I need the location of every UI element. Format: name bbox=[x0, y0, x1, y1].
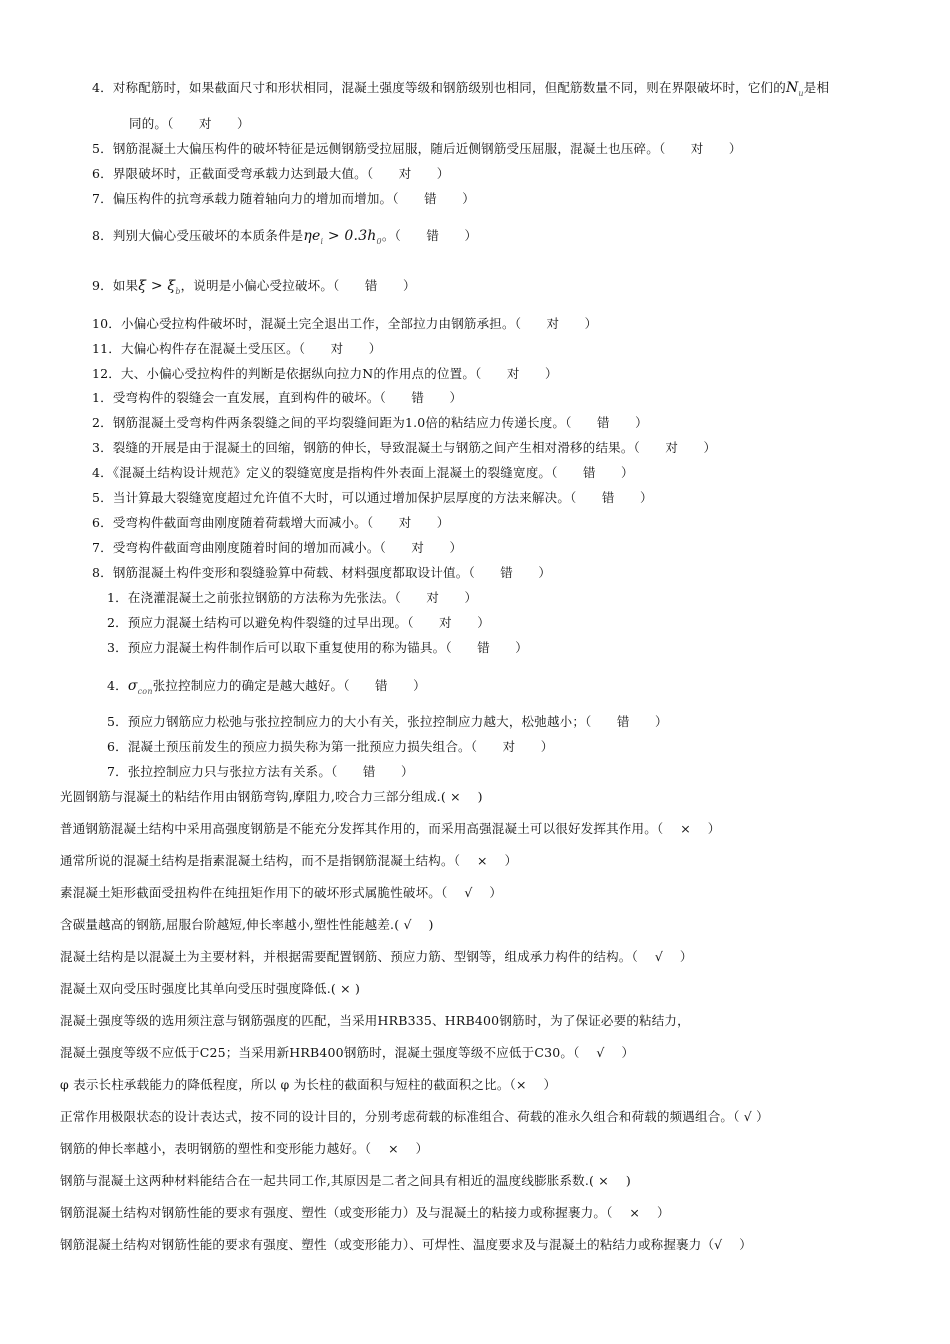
statement-line: 混凝土强度等级的选用须注意与钢筋强度的匹配，当采用HRB335、HRB400钢筋时，为了保证必要的粘结力， bbox=[60, 1013, 690, 1028]
statement-line: 2．预应力混凝土结构可以避免构件裂缝的过早出现。（ 对 ） bbox=[107, 615, 490, 630]
statement-line: 2．钢筋混凝土受弯构件两条裂缝之间的平均裂缝间距为1.0倍的粘结应力传递长度。（ 错 ） bbox=[92, 415, 648, 430]
statement-line: 混凝土强度等级不应低于C25；当采用新HRB400钢筋时，混凝土强度等级不应低于C30。（ √ ） bbox=[60, 1045, 635, 1060]
statement-line: 钢筋混凝土结构对钢筋性能的要求有强度、塑性（或变形能力）及与混凝土的粘接力或称握裹力。（ × ） bbox=[60, 1205, 670, 1220]
statement-line: 7．张拉控制应力只与张拉方法有关系。（ 错 ） bbox=[107, 764, 414, 779]
statement-line: 光圆钢筋与混凝土的粘结作用由钢筋弯钩,摩阻力,咬合力三部分组成.( × ) bbox=[60, 789, 483, 804]
statement-line: 8．钢筋混凝土构件变形和裂缝验算中荷载、材料强度都取设计值。（ 错 ） bbox=[92, 565, 552, 580]
statement-line: 正常作用极限状态的设计表达式，按不同的设计目的，分别考虑荷载的标准组合、荷载的准永久组合和荷载的频遇组合。（ √ ） bbox=[60, 1109, 769, 1124]
formula-sigma-con: $\sigma_{con}$ bbox=[127, 678, 153, 696]
statement-line: 12．大、小偏心受拉构件的判断是依据纵向拉力N的作用点的位置。（ 对 ） bbox=[92, 366, 558, 381]
statement-line: 普通钢筋混凝土结构中采用高强度钢筋是不能充分发挥其作用的，而采用高强混凝土可以很好发挥其作用。（ × ） bbox=[60, 821, 721, 836]
statement-line: 混凝土结构是以混凝土为主要材料，并根据需要配置钢筋、预应力筋、型钢等，组成承力构件的结构。（ √ ） bbox=[60, 949, 693, 964]
statement-line: 6．界限破坏时，正截面受弯承载力达到最大值。（ 对 ） bbox=[92, 166, 450, 181]
statement-line: 1．在浇灌混凝土之前张拉钢筋的方法称为先张法。（ 对 ） bbox=[107, 590, 478, 605]
statement-line: 4．$\sigma_{con}$张拉控制应力的确定是越大越好。（ 错 ） bbox=[107, 678, 426, 696]
statement-line: 6．受弯构件截面弯曲刚度随着荷载增大而减小。（ 对 ） bbox=[92, 515, 450, 530]
statement-line: φ 表示长柱承载能力的降低程度，所以 φ 为长柱的截面积与短柱的截面积之比。（× ） bbox=[60, 1077, 557, 1092]
statement-line: 含碳量越高的钢筋,屈服台阶越短,伸长率越小,塑性性能越差.( √ ) bbox=[60, 917, 434, 932]
statement-line: 4．《混凝土结构设计规范》定义的裂缝宽度是指构件外表面上混凝土的裂缝宽度。（ 错 ） bbox=[92, 465, 634, 480]
statement-line: 5．当计算最大裂缝宽度超过允许值不大时，可以通过增加保护层厚度的方法来解决。（ 错 ） bbox=[92, 490, 653, 505]
statement-line: 钢筋混凝土结构对钢筋性能的要求有强度、塑性（或变形能力）、可焊性、温度要求及与混凝土的粘结力或称握裹力（√ ） bbox=[60, 1237, 752, 1252]
statement-line: 钢筋的伸长率越小，表明钢筋的塑性和变形能力越好。（ × ） bbox=[60, 1141, 429, 1156]
statement-line: 通常所说的混凝土结构是指素混凝土结构，而不是指钢筋混凝土结构。（ × ） bbox=[60, 853, 518, 868]
statement-line: 10．小偏心受拉构件破坏时，混凝土完全退出工作，全部拉力由钢筋承担。（ 对 ） bbox=[92, 316, 598, 331]
statement-line: 7．偏压构件的抗弯承载力随着轴向力的增加而增加。（ 错 ） bbox=[92, 191, 475, 206]
statement-line: 3．裂缝的开展是由于混凝土的回缩，钢筋的伸长，导致混凝土与钢筋之间产生相对滑移的结果。（ 对 ） bbox=[92, 440, 717, 455]
statement-line: 3．预应力混凝土构件制作后可以取下重复使用的称为锚具。（ 错 ） bbox=[107, 640, 529, 655]
statement-line: 钢筋与混凝土这两种材料能结合在一起共同工作,其原因是二者之间具有相近的温度线膨胀系数.( × ) bbox=[60, 1173, 631, 1188]
statement-line: 5．钢筋混凝土大偏压构件的破坏特征是远侧钢筋受拉屈服，随后近侧钢筋受压屈服，混凝土也压碎。（ 对 ） bbox=[92, 141, 742, 156]
statement-line: 8．判别大偏心受压破坏的本质条件是$\eta e_i > 0.3h_0$。（ 错 ） bbox=[92, 228, 478, 246]
formula-eta-ei: $\eta e_i > 0.3h_0$ bbox=[303, 228, 382, 246]
symbol-nu: $N_u$ bbox=[785, 80, 804, 98]
statement-line: 7．受弯构件截面弯曲刚度随着时间的增加而减小。（ 对 ） bbox=[92, 540, 463, 555]
statement-line: 11．大偏心构件存在混凝土受压区。（ 对 ） bbox=[92, 341, 382, 356]
statement-line: 4．对称配筋时，如果截面尺寸和形状相同，混凝土强度等级和钢筋级别也相同，但配筋数量不同，则在界限破坏时，它们的$N_u$是相 bbox=[92, 80, 830, 98]
statement-line: 1．受弯构件的裂缝会一直发展，直到构件的破坏。（ 错 ） bbox=[92, 390, 463, 405]
statement-line: 9．如果$\xi > \xi_b$，说明是小偏心受拉破坏。（ 错 ） bbox=[92, 278, 416, 296]
statement-line: 5．预应力钢筋应力松弛与张拉控制应力的大小有关，张拉控制应力越大，松弛越小；（ 错 ） bbox=[107, 714, 668, 729]
statement-line: 6．混凝土预压前发生的预应力损失称为第一批预应力损失组合。（ 对 ） bbox=[107, 739, 554, 754]
statement-line: 混凝土双向受压时强度比其单向受压时强度降低.( × ) bbox=[60, 981, 361, 996]
statement-line: 同的。（ 对 ） bbox=[129, 116, 250, 131]
formula-xi: $\xi > \xi_b$ bbox=[138, 278, 181, 296]
statement-line: 素混凝土矩形截面受扭构件在纯扭矩作用下的破坏形式属脆性破坏。（ √ ） bbox=[60, 885, 503, 900]
